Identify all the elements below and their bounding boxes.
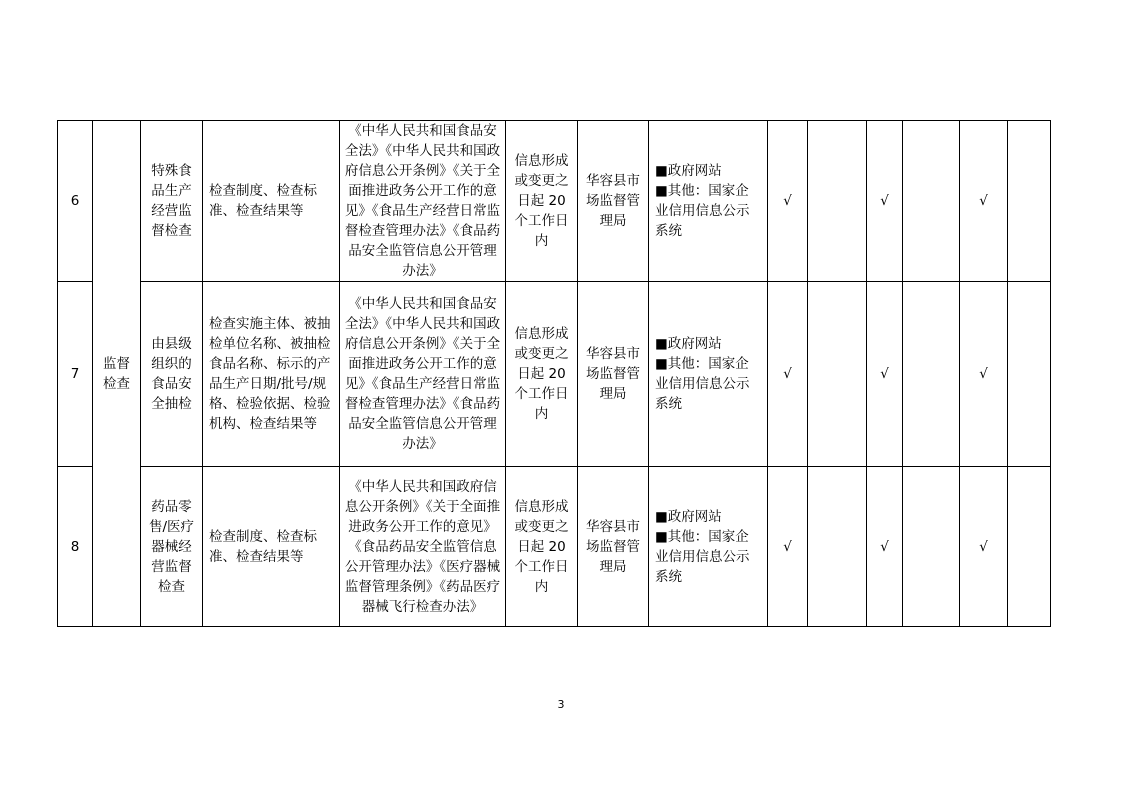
item-cell: 特殊食品生产经营监督检查 xyxy=(141,121,203,282)
empty-mark xyxy=(903,121,960,282)
check-mark: √ xyxy=(768,121,808,282)
channel-other: ■其他：国家企业信用信息公示系统 xyxy=(655,183,750,239)
channel-cell xyxy=(649,467,768,627)
empty-mark xyxy=(903,282,960,467)
empty-mark xyxy=(808,467,867,627)
table-row xyxy=(58,282,1051,467)
category-cell: 监督检查 xyxy=(93,121,141,627)
check-mark: √ xyxy=(960,121,1008,282)
table-row xyxy=(58,121,1051,282)
empty-mark xyxy=(1008,282,1051,467)
empty-mark xyxy=(1008,467,1051,627)
basis-cell: 《中华人民共和国食品安全法》《中华人民共和国政府信息公开条例》《关于全面推进政务公开工作的意见》《食品生产经营日常监督检查管理办法》《食品药品安全监管信息公开管理办法》 xyxy=(340,121,506,282)
channel-other: ■其他：国家企业信用信息公示系统 xyxy=(655,356,750,412)
check-mark: √ xyxy=(867,282,903,467)
table-row xyxy=(58,467,1051,627)
check-mark: √ xyxy=(768,467,808,627)
time-limit-cell: 信息形成或变更之日起 20 个工作日内 xyxy=(506,121,578,282)
disclosure-table xyxy=(57,120,1051,627)
subject-cell: 华容县市场监督管理局 xyxy=(578,121,649,282)
channel-other: ■其他：国家企业信用信息公示系统 xyxy=(655,528,750,585)
channel-cell xyxy=(649,121,768,282)
empty-mark xyxy=(1008,121,1051,282)
channel-website: ■政府网站 xyxy=(655,163,722,179)
content-cell: 检查制度、检查标准、检查结果等 xyxy=(203,121,340,282)
check-mark: √ xyxy=(867,121,903,282)
basis-cell: 《中华人民共和国政府信息公开条例》《关于全面推进政务公开工作的意见》《食品药品安全监管信息公开管理办法》《医疗器械监督管理条例》《药品医疗器械飞行检查办法》 xyxy=(340,467,506,627)
item-cell: 由县级组织的食品安全抽检 xyxy=(141,282,203,467)
channel-website: ■政府网站 xyxy=(655,508,722,525)
check-mark: √ xyxy=(960,282,1008,467)
check-mark: √ xyxy=(867,467,903,627)
content-cell: 检查实施主体、被抽检单位名称、被抽检食品名称、标示的产品生产日期/批号/规格、检验依据、检验机构、检查结果等 xyxy=(203,282,340,467)
empty-mark xyxy=(808,282,867,467)
subject-cell: 华容县市场监督管理局 xyxy=(578,282,649,467)
row-number: 6 xyxy=(58,121,93,282)
time-limit-cell: 信息形成或变更之日起 20 个工作日内 xyxy=(506,282,578,467)
empty-mark xyxy=(808,121,867,282)
subject-cell: 华容县市场监督管理局 xyxy=(578,467,649,627)
page-number: 3 xyxy=(557,698,565,711)
check-mark: √ xyxy=(768,282,808,467)
basis-cell: 《中华人民共和国食品安全法》《中华人民共和国政府信息公开条例》《关于全面推进政务公开工作的意见》《食品生产经营日常监督检查管理办法》《食品药品安全监管信息公开管理办法》 xyxy=(340,282,506,467)
empty-mark xyxy=(903,467,960,627)
time-limit-cell: 信息形成或变更之日起 20 个工作日内 xyxy=(506,467,578,627)
check-mark: √ xyxy=(960,467,1008,627)
channel-website: ■政府网站 xyxy=(655,336,722,352)
row-number: 7 xyxy=(58,282,93,467)
row-number: 8 xyxy=(58,467,93,627)
item-cell: 药品零售/医疗器械经营监督检查 xyxy=(141,467,203,627)
content-cell: 检查制度、检查标准、检查结果等 xyxy=(203,467,340,627)
channel-cell xyxy=(649,282,768,467)
